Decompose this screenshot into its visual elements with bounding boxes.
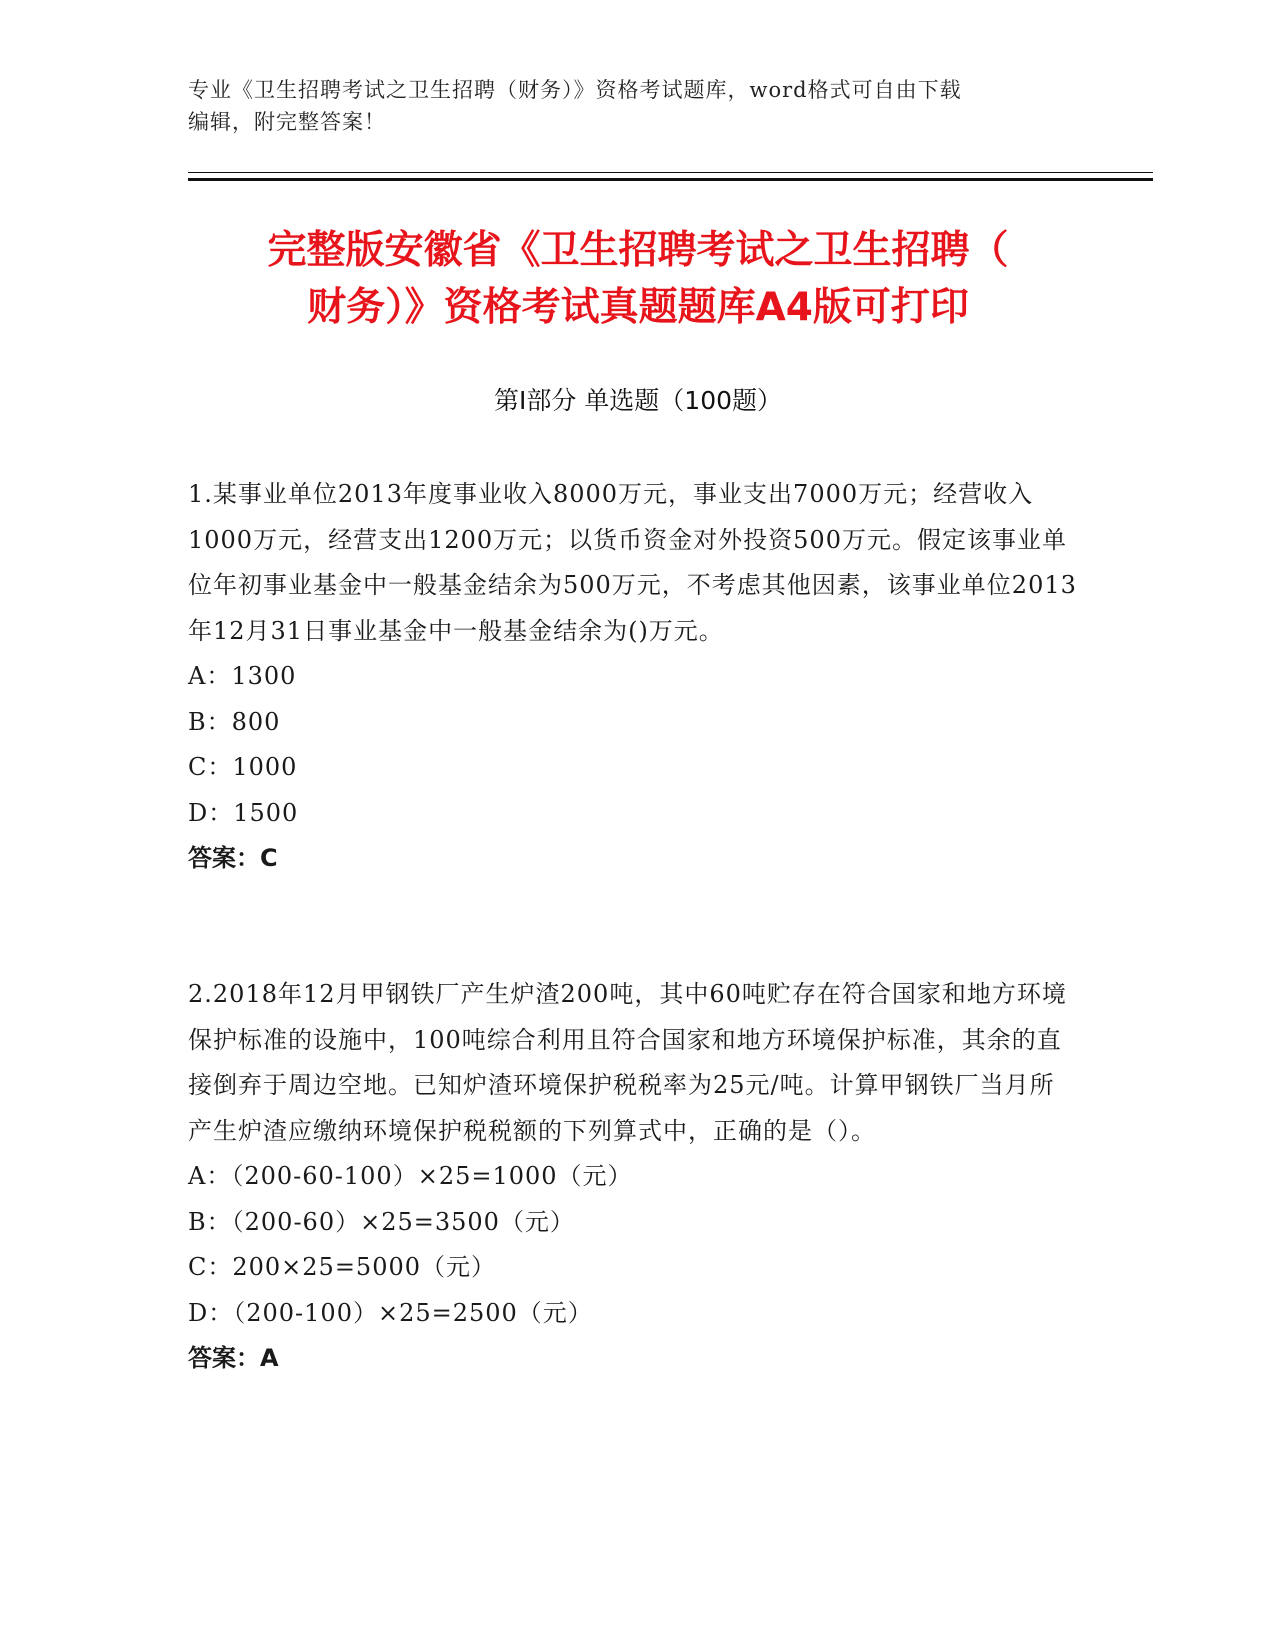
option-b: B：（200-60）×25=3500（元） (188, 1207, 575, 1236)
answer: 答案：A (188, 1344, 279, 1372)
answer: 答案：C (188, 844, 278, 872)
header-note-line-1: 专业《卫生招聘考试之卫生招聘（财务）》资格考试题库，word格式可自由下载 (188, 78, 962, 102)
question-stem: 2.2018年12月甲钢铁厂产生炉渣200吨，其中60吨贮存在符合国家和地方环境保护标准的设施中，100吨综合利用且符合国家和地方环境保护标准，其余的直接倒弃于周边空地。已知炉渣环境保护税税率为25元/吨。计算甲钢铁厂当月所产生炉渣应缴纳环境保护税税额的下列算式中，正确的是（）。 (188, 980, 1067, 1145)
document-title-line-2: 财务）》资格考试真题题库A4版可打印 (307, 285, 969, 330)
option-c: C：200×25=5000（元） (188, 1253, 497, 1281)
document-title-line-1: 完整版安徽省《卫生招聘考试之卫生招聘（ (267, 228, 1009, 273)
question-1 (188, 472, 1078, 882)
question-stem: 1.某事业单位2013年度事业收入8000万元，事业支出7000万元；经营收入1000万元，经营支出1200万元；以货币资金对外投资500万元。假定该事业单位年初事业基金中一般基金结余为500万元，不考虑其他因素，该事业单位2013年12月31日事业基金中一般基金结余为()万元。 (188, 480, 1077, 645)
option-a: A：1300 (188, 662, 297, 690)
question-2 (188, 972, 1078, 1382)
header-note (188, 74, 1088, 138)
option-a: A：（200-60-100）×25=1000（元） (188, 1162, 633, 1190)
header-divider-thin (188, 172, 1153, 173)
document-title (188, 222, 1088, 336)
header-note-line-2: 编辑，附完整答案！ (188, 110, 386, 134)
option-d: D：（200-100）×25=2500（元） (188, 1298, 593, 1327)
option-d: D：1500 (188, 798, 299, 827)
section-heading: 第Ⅰ部分 单选题（100题） (493, 386, 783, 415)
option-b: B：800 (188, 707, 281, 736)
header-divider-thick (188, 178, 1153, 181)
option-c: C：1000 (188, 753, 298, 781)
